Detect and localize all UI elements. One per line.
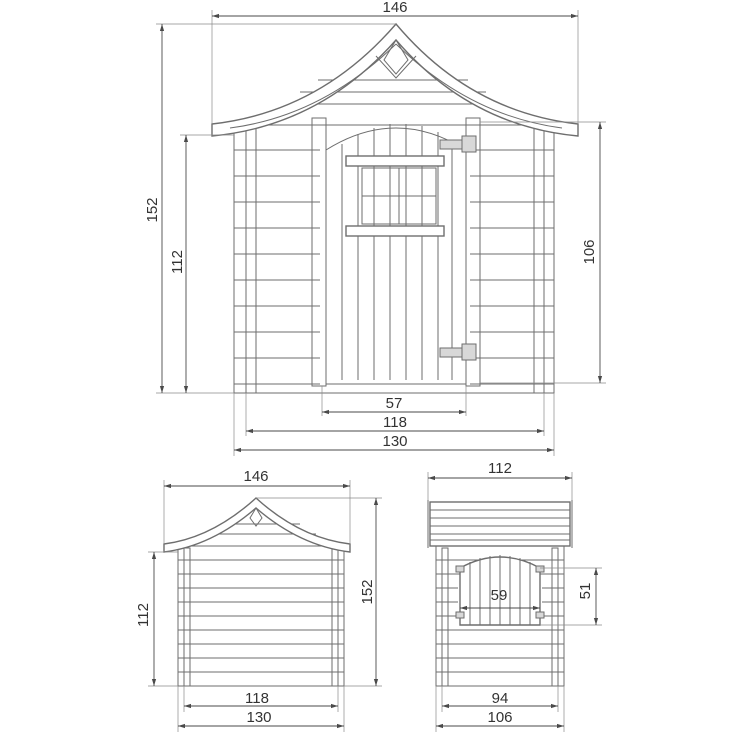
back-overall-width-label: 146: [243, 468, 269, 485]
front-door-height-dimension: [480, 122, 606, 383]
back-wall-height-label: 112: [135, 603, 152, 627]
side-base-inner-width-label: 94: [491, 690, 509, 707]
front-door: [312, 118, 480, 386]
side-view: [428, 460, 602, 732]
front-overall-height-label: 152: [144, 197, 161, 223]
side-overall-width-label: 112: [488, 460, 512, 477]
back-base-outer-width-label: 130: [246, 709, 272, 726]
front-overall-width-label: 146: [382, 0, 408, 16]
front-overall-width-dimension: [212, 0, 578, 124]
front-door-height-label: 106: [581, 239, 598, 265]
front-view: [144, 0, 606, 456]
back-view: [135, 468, 382, 732]
front-base-outer-width-label: 130: [382, 433, 408, 450]
front-door-width-label: 57: [385, 395, 403, 412]
side-base-outer-width-label: 106: [487, 709, 513, 726]
front-base-inner-width-label: 118: [383, 414, 407, 431]
back-base-inner-width-label: 118: [245, 690, 269, 707]
back-overall-height-label: 152: [359, 579, 376, 605]
front-wall-height-label: 112: [169, 250, 186, 274]
front-wall-height-dimension: [169, 135, 234, 393]
front-bottom-dimensions: [234, 386, 554, 456]
side-window-width-label: 59: [490, 587, 508, 604]
side-window-height-label: 51: [577, 582, 594, 600]
